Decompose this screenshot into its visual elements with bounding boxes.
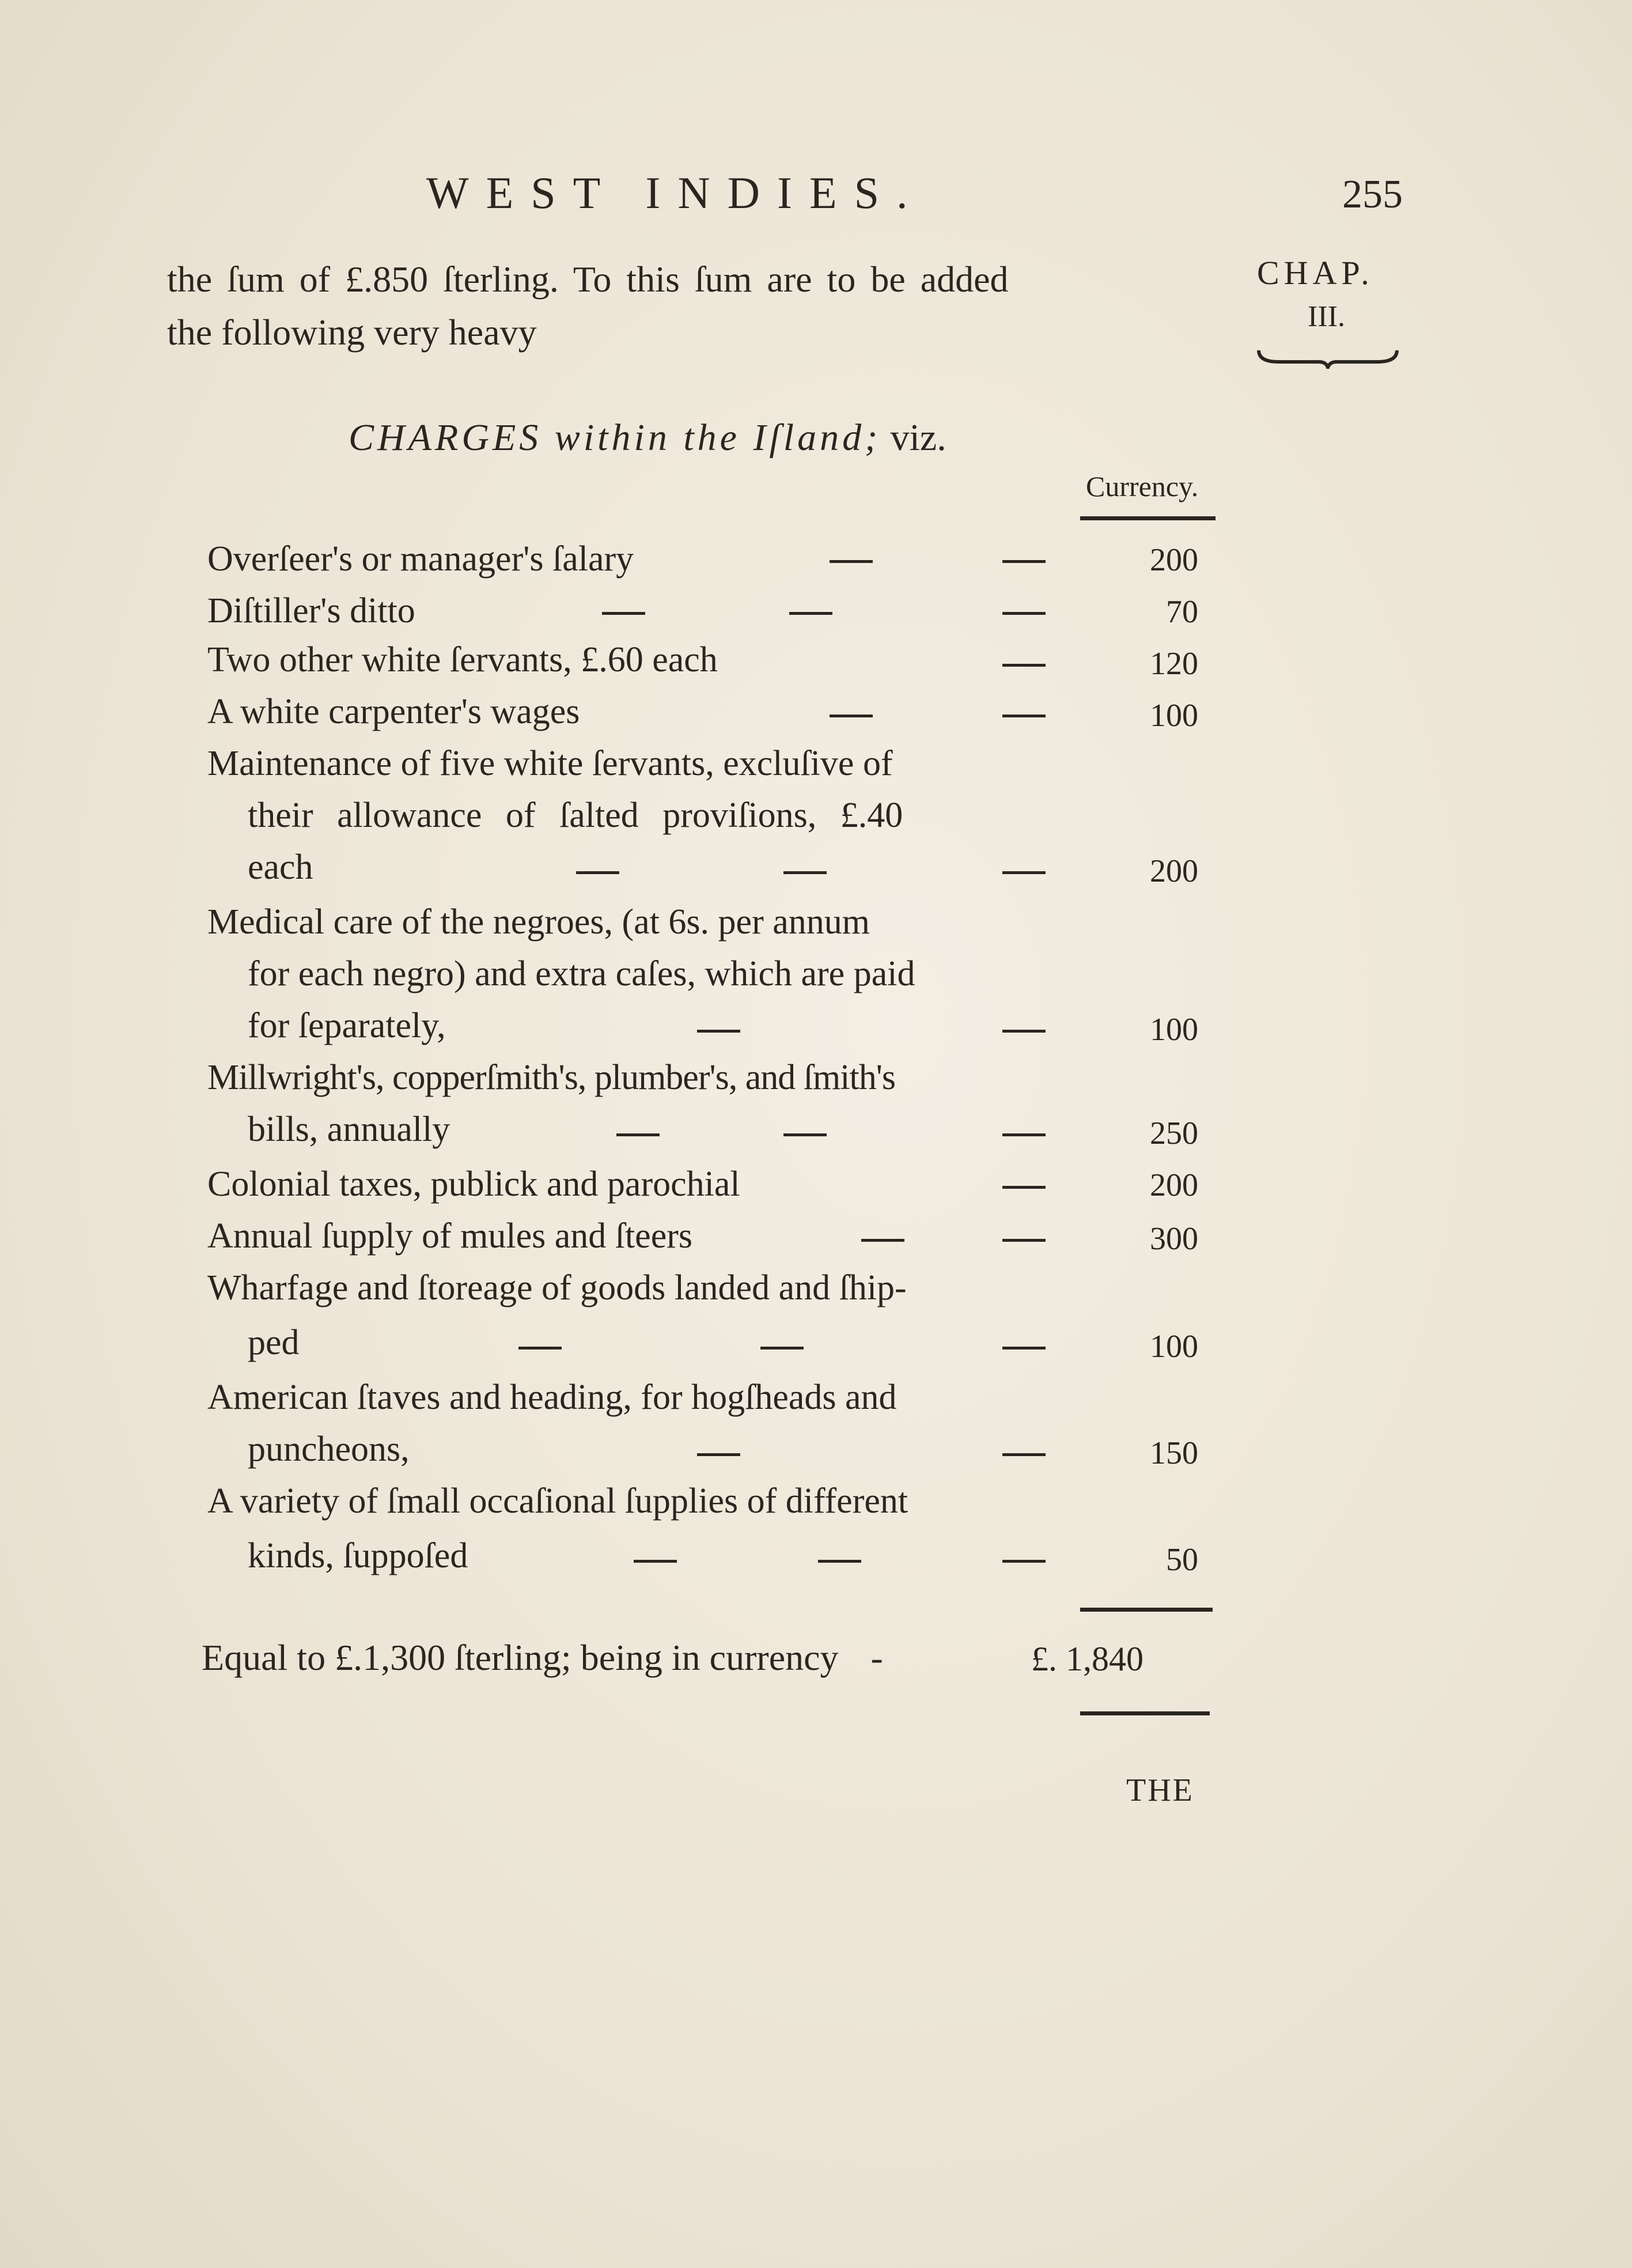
leader-dash [518, 1347, 562, 1350]
charge-line: kinds, ſuppoſed [248, 1536, 468, 1575]
leader-dash [1002, 1347, 1046, 1350]
charge-line: bills, annually [248, 1110, 450, 1149]
charge-line: A white carpenter's wages [207, 692, 580, 731]
charge-line: Annual ſupply of mules and ſteers [207, 1216, 692, 1256]
leader-dash [634, 1560, 677, 1563]
charge-line: Diſtiller's ditto [207, 591, 415, 630]
charge-line: Wharfage and ſtoreage of goods landed and ſhip- [207, 1268, 907, 1307]
charge-line: each [248, 848, 313, 887]
charge-amount: 70 [1166, 594, 1198, 630]
leader-dash [1002, 1133, 1046, 1136]
chapter-number: III. [1308, 300, 1345, 333]
charge-amount: 120 [1150, 646, 1198, 682]
charge-line: Two other white ſervants, £.60 each [207, 640, 718, 679]
chapter-label: CHAP. [1257, 254, 1374, 292]
charge-amount: 200 [1150, 853, 1198, 889]
charge-line: Colonial taxes, publick and parochial [207, 1165, 740, 1204]
total-text: Equal to £.1,300 ſterling; being in currency [202, 1637, 839, 1678]
leader-dash [1002, 1186, 1046, 1189]
leader-dash [1002, 871, 1046, 874]
intro-line-1: the ſum of £.850 ſterling. To this ſum are to be added [167, 259, 1009, 300]
leader-dash [576, 871, 619, 874]
leader-dash [1002, 1453, 1046, 1456]
total-line [202, 1636, 883, 1679]
leader-dash [1002, 1030, 1046, 1033]
leader-dash [789, 612, 832, 615]
charges-heading-rest: viz. [881, 417, 946, 459]
charge-amount: 250 [1150, 1116, 1198, 1151]
charge-amount: 100 [1150, 1329, 1198, 1364]
charge-line: Overſeer's or manager's ſalary [207, 539, 634, 579]
leader-dash [1002, 664, 1046, 667]
leader-dash [1002, 1239, 1046, 1242]
leader-dash [760, 1347, 804, 1350]
charge-line: ped [248, 1323, 300, 1362]
leader-dash [1002, 1560, 1046, 1563]
running-title: WEST INDIES. [426, 168, 925, 218]
charge-line: for ſeparately, [248, 1006, 446, 1045]
leader-dash [861, 1239, 904, 1242]
charge-line: their allowance of ſalted proviſions, £.40 [248, 796, 903, 835]
charge-amount: 150 [1150, 1435, 1198, 1471]
total-amount: £. 1,840 [1031, 1640, 1143, 1678]
charge-line: A variety of ſmall occaſional ſupplies of different [207, 1481, 908, 1521]
total-dash: - [870, 1637, 883, 1678]
charge-amount: 100 [1150, 698, 1198, 734]
charges-heading-italic: CHARGES within the Iſland; [349, 417, 881, 459]
charges-heading [349, 416, 946, 460]
charge-amount: 200 [1150, 542, 1198, 578]
charge-line: Medical care of the negroes, (at 6s. per annum [207, 902, 870, 942]
charge-line: Maintenance of five white ſervants, excluſive of [207, 744, 893, 783]
catchword: THE [1126, 1772, 1194, 1808]
leader-dash [783, 1133, 827, 1136]
charge-line: puncheons, [248, 1430, 410, 1469]
leader-dash [697, 1453, 740, 1456]
charge-line: American ſtaves and heading, for hogſheads and [207, 1378, 897, 1417]
leader-dash [830, 715, 873, 717]
total-rule [1080, 1711, 1210, 1715]
leader-dash [697, 1030, 740, 1033]
charge-amount: 50 [1166, 1542, 1198, 1578]
charge-line: Millwright's, copperſmith's, plumber's, and ſmith's [207, 1058, 895, 1097]
brace-ornament [1256, 346, 1400, 369]
leader-dash [783, 871, 827, 874]
leader-dash [1002, 612, 1046, 615]
page-number: 255 [1342, 172, 1403, 217]
charge-amount: 300 [1150, 1221, 1198, 1257]
leader-dash [616, 1133, 660, 1136]
leader-dash [602, 612, 645, 615]
currency-column-label: Currency. [1086, 470, 1199, 502]
leader-dash [1002, 560, 1046, 563]
intro-line-2: the following very heavy [167, 312, 537, 353]
leader-dash [1002, 715, 1046, 717]
sum-rule [1080, 1608, 1213, 1612]
charge-line: for each negro) and extra caſes, which are paid [248, 954, 915, 993]
charge-amount: 200 [1150, 1167, 1198, 1203]
leader-dash [830, 560, 873, 563]
charge-amount: 100 [1150, 1012, 1198, 1048]
currency-rule [1080, 516, 1216, 520]
leader-dash [818, 1560, 861, 1563]
